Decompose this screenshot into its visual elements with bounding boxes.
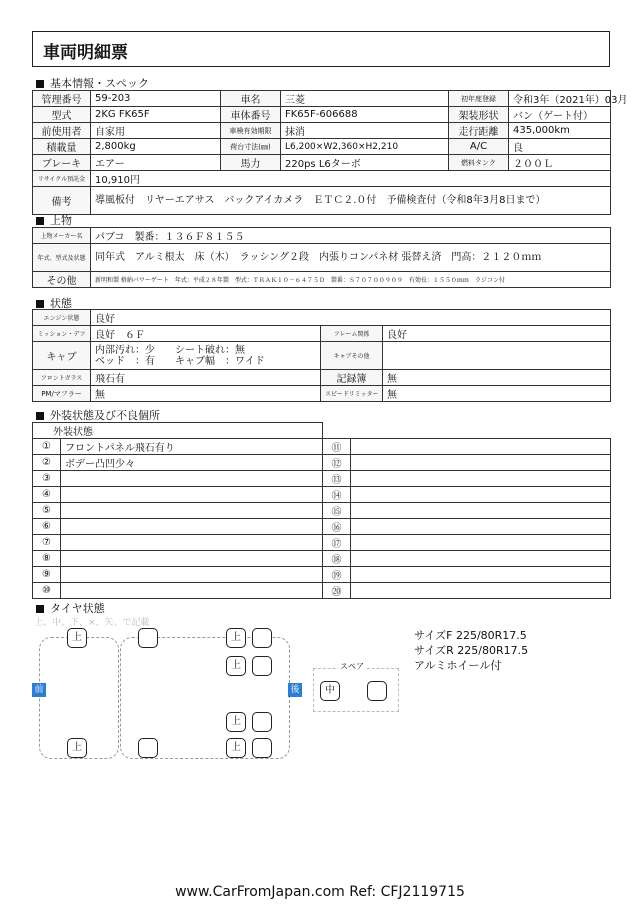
item-value bbox=[61, 535, 323, 551]
item-number: ⑭ bbox=[323, 487, 351, 503]
item-value bbox=[351, 535, 611, 551]
label-cell: 架装形状 bbox=[449, 107, 509, 123]
value-cell: 59-203 bbox=[91, 91, 221, 107]
tire-mid-left bbox=[138, 628, 158, 648]
value-cell: エアー bbox=[91, 155, 221, 171]
label-cell: 積載量 bbox=[33, 139, 91, 155]
value-cell: バン（ゲート付） bbox=[509, 107, 611, 123]
value-cell: L6,200×W2,360×H2,210 bbox=[281, 139, 449, 155]
table-row bbox=[33, 503, 611, 519]
value-cell: 三菱 bbox=[281, 91, 449, 107]
value-cell: 良好 bbox=[91, 310, 611, 326]
value-cell: 良好 bbox=[383, 326, 611, 342]
item-number: ⑤ bbox=[33, 503, 61, 519]
tire-spare-1: 中 bbox=[320, 681, 340, 701]
label-cell: 走行距離 bbox=[449, 123, 509, 139]
table-row bbox=[33, 310, 611, 326]
label-cell: 備考 bbox=[33, 187, 91, 215]
table-row bbox=[33, 535, 611, 551]
item-value bbox=[61, 503, 323, 519]
label-cell: 年式、型式及状態 bbox=[33, 244, 91, 272]
tire-rear2-right-outer: 上 bbox=[226, 738, 246, 758]
bullet-square-icon bbox=[36, 605, 44, 613]
label-cell: リサイクル預託金 bbox=[33, 171, 91, 187]
table-row bbox=[33, 228, 611, 244]
item-value bbox=[351, 503, 611, 519]
value-cell: 435,000km bbox=[509, 123, 611, 139]
tire-size-rear: サイズR 225/80R17.5 bbox=[414, 644, 529, 657]
label-cell: 管理番号 bbox=[33, 91, 91, 107]
label-cell: 記録簿 bbox=[321, 370, 383, 386]
item-number: ⑯ bbox=[323, 519, 351, 535]
table-row bbox=[33, 91, 611, 107]
value-cell: 導風板付 リヤーエアサス バックアイカメラ ＥＴＣ２.０付 予備検査付（令和8年3月8日まで） bbox=[91, 187, 611, 215]
value-cell: 10,910円 bbox=[91, 171, 611, 187]
front-tag: 前 bbox=[32, 683, 46, 697]
value-cell: 飛石有 bbox=[91, 370, 321, 386]
item-value bbox=[351, 439, 611, 455]
item-value bbox=[351, 551, 611, 567]
item-value bbox=[61, 519, 323, 535]
footer-ref: www.CarFromJapan.com Ref: CFJ2119715 bbox=[175, 884, 465, 900]
item-number: ⑨ bbox=[33, 567, 61, 583]
tire-rear2-left-inner bbox=[252, 656, 272, 676]
table-row bbox=[33, 326, 611, 342]
label-cell: PM/マフラー bbox=[33, 386, 91, 402]
item-number: ③ bbox=[33, 471, 61, 487]
exterior-header: 外装状態 bbox=[33, 423, 323, 439]
item-number: ⑫ bbox=[323, 455, 351, 471]
item-value bbox=[61, 551, 323, 567]
wheel-info: アルミホイール付 bbox=[414, 659, 502, 672]
value-cell: 2,800kg bbox=[91, 139, 221, 155]
table-row bbox=[33, 244, 611, 272]
value-cell: ２００Ｌ bbox=[509, 155, 611, 171]
label-cell: 車検有効期限 bbox=[221, 123, 281, 139]
label-cell: ミッション・デフ bbox=[33, 326, 91, 342]
table-row bbox=[33, 519, 611, 535]
value-cell: FK65F-606688 bbox=[281, 107, 449, 123]
item-number: ⑪ bbox=[323, 439, 351, 455]
table-row bbox=[33, 583, 611, 599]
tire-rear1-left-outer: 上 bbox=[226, 628, 246, 648]
document-title: 車両明細票 bbox=[32, 31, 610, 67]
item-value bbox=[351, 471, 611, 487]
value-cell: 無 bbox=[383, 386, 611, 402]
item-value bbox=[61, 487, 323, 503]
value-cell: 無 bbox=[383, 370, 611, 386]
item-number: ⑮ bbox=[323, 503, 351, 519]
item-number: ⑩ bbox=[33, 583, 61, 599]
item-value bbox=[351, 583, 611, 599]
tire-spare-2 bbox=[367, 681, 387, 701]
label-cell: 燃料タンク bbox=[449, 155, 509, 171]
value-cell: 同年式 アルミ根太 床（木） ラッシング２段 内張りコンパネ材 張替え済 門高：２１２０ｍｍ bbox=[91, 244, 611, 272]
table-row bbox=[33, 455, 611, 471]
value-cell: 自家用 bbox=[91, 123, 221, 139]
item-value: ボデー凸凹少々 bbox=[61, 455, 323, 471]
item-number: ① bbox=[33, 439, 61, 455]
value-cell bbox=[383, 342, 611, 370]
bullet-square-icon bbox=[36, 412, 44, 420]
label-cell: 初年度登録 bbox=[449, 91, 509, 107]
item-value bbox=[61, 583, 323, 599]
spare-label: スペア bbox=[340, 662, 364, 671]
tire-mid-right bbox=[138, 738, 158, 758]
tire-rear1-right-outer: 上 bbox=[226, 712, 246, 732]
table-row bbox=[33, 423, 611, 439]
blank-cell bbox=[323, 423, 611, 439]
item-number: ⑲ bbox=[323, 567, 351, 583]
value-cell: 新明和製 格納パワーゲート 年式：平成２８年製 型式：ＴＲＡＫ１０－６４７５Ｄ 製番：Ｓ７０７００９０９ 有効長：１５５０ｍｍ ラジコン付 bbox=[91, 272, 611, 288]
label-cell: 型式 bbox=[33, 107, 91, 123]
table-row bbox=[33, 551, 611, 567]
exterior-table bbox=[32, 422, 611, 599]
item-number: ④ bbox=[33, 487, 61, 503]
label-cell: キャブその他 bbox=[321, 342, 383, 370]
value-cell: 220ps L6ターボ bbox=[281, 155, 449, 171]
item-number: ⑦ bbox=[33, 535, 61, 551]
item-value bbox=[61, 567, 323, 583]
section-basic bbox=[36, 75, 149, 91]
section-tire-label: タイヤ状態 bbox=[50, 602, 105, 615]
item-value bbox=[351, 519, 611, 535]
table-row bbox=[33, 342, 611, 370]
table-row bbox=[33, 567, 611, 583]
tire-rear2-right-inner bbox=[252, 738, 272, 758]
bullet-square-icon bbox=[36, 300, 44, 308]
section-exterior bbox=[36, 407, 160, 423]
label-cell: 荷台寸法(㎜) bbox=[221, 139, 281, 155]
section-tire bbox=[36, 600, 105, 616]
cargo-table bbox=[32, 227, 611, 288]
label-cell: その他 bbox=[33, 272, 91, 288]
label-cell: 馬力 bbox=[221, 155, 281, 171]
basic-info-table bbox=[32, 90, 628, 215]
value-cell: 良好 ６Ｆ bbox=[91, 326, 321, 342]
table-row bbox=[33, 272, 611, 288]
tire-legend: 上、中、下、×、矢、で記載 bbox=[34, 618, 150, 628]
item-value bbox=[351, 567, 611, 583]
cab-line-1: 内部汚れ：少 シート破れ：無 bbox=[95, 344, 245, 356]
tire-rear1-right-inner bbox=[252, 712, 272, 732]
section-condition-label: 状態 bbox=[50, 297, 72, 310]
tire-front-right: 上 bbox=[67, 738, 87, 758]
value-cell: パブコ 製番：１３６Ｆ８１５５ bbox=[91, 228, 611, 244]
table-row bbox=[33, 187, 611, 215]
label-cell: 車名 bbox=[221, 91, 281, 107]
tire-size-front: サイズF 225/80R17.5 bbox=[414, 629, 527, 642]
label-cell: A/C bbox=[449, 139, 509, 155]
section-basic-label: 基本情報・スペック bbox=[50, 77, 149, 90]
value-cell: 無 bbox=[91, 386, 321, 402]
table-row bbox=[33, 123, 611, 139]
item-value: フロントパネル飛石有り bbox=[61, 439, 323, 455]
value-cell: 令和3年（2021年）03月 bbox=[509, 91, 611, 107]
item-number: ⑬ bbox=[323, 471, 351, 487]
table-row bbox=[33, 155, 611, 171]
value-cell bbox=[91, 342, 321, 370]
value-cell: 抹消 bbox=[281, 123, 449, 139]
table-row bbox=[33, 171, 611, 187]
section-cargo bbox=[36, 212, 72, 228]
item-number: ⑥ bbox=[33, 519, 61, 535]
tire-front-left: 上 bbox=[67, 628, 87, 648]
value-cell: 2KG FK65F bbox=[91, 107, 221, 123]
table-row bbox=[33, 487, 611, 503]
table-row bbox=[33, 439, 611, 455]
value-cell: 良 bbox=[509, 139, 611, 155]
item-value bbox=[61, 471, 323, 487]
item-number: ⑰ bbox=[323, 535, 351, 551]
table-row bbox=[33, 370, 611, 386]
table-row bbox=[33, 139, 611, 155]
label-cell: ブレーキ bbox=[33, 155, 91, 171]
label-cell: キャブ bbox=[33, 342, 91, 370]
table-row bbox=[33, 386, 611, 402]
label-cell: 前使用者 bbox=[33, 123, 91, 139]
rear-tag: 後 bbox=[288, 683, 302, 697]
label-cell: 上物メーカー名 bbox=[33, 228, 91, 244]
condition-table bbox=[32, 309, 611, 402]
label-cell: フロントガラス bbox=[33, 370, 91, 386]
label-cell: 車体番号 bbox=[221, 107, 281, 123]
item-value bbox=[351, 487, 611, 503]
bullet-square-icon bbox=[36, 217, 44, 225]
label-cell: エンジン状態 bbox=[33, 310, 91, 326]
bullet-square-icon bbox=[36, 80, 44, 88]
item-number: ⑱ bbox=[323, 551, 351, 567]
item-number: ⑧ bbox=[33, 551, 61, 567]
item-number: ② bbox=[33, 455, 61, 471]
table-row bbox=[33, 107, 611, 123]
item-number: ⑳ bbox=[323, 583, 351, 599]
section-cargo-label: 上物 bbox=[50, 214, 72, 227]
tire-rear2-left-outer: 上 bbox=[226, 656, 246, 676]
tire-rear1-left-inner bbox=[252, 628, 272, 648]
table-row bbox=[33, 471, 611, 487]
section-exterior-label: 外装状態及び不良個所 bbox=[50, 409, 160, 422]
label-cell: フレーム関係 bbox=[321, 326, 383, 342]
cab-line-2: ベッド ：有 キャブ幅 ：ワイド bbox=[95, 355, 265, 367]
item-value bbox=[351, 455, 611, 471]
label-cell: スピードリミッター bbox=[321, 386, 383, 402]
